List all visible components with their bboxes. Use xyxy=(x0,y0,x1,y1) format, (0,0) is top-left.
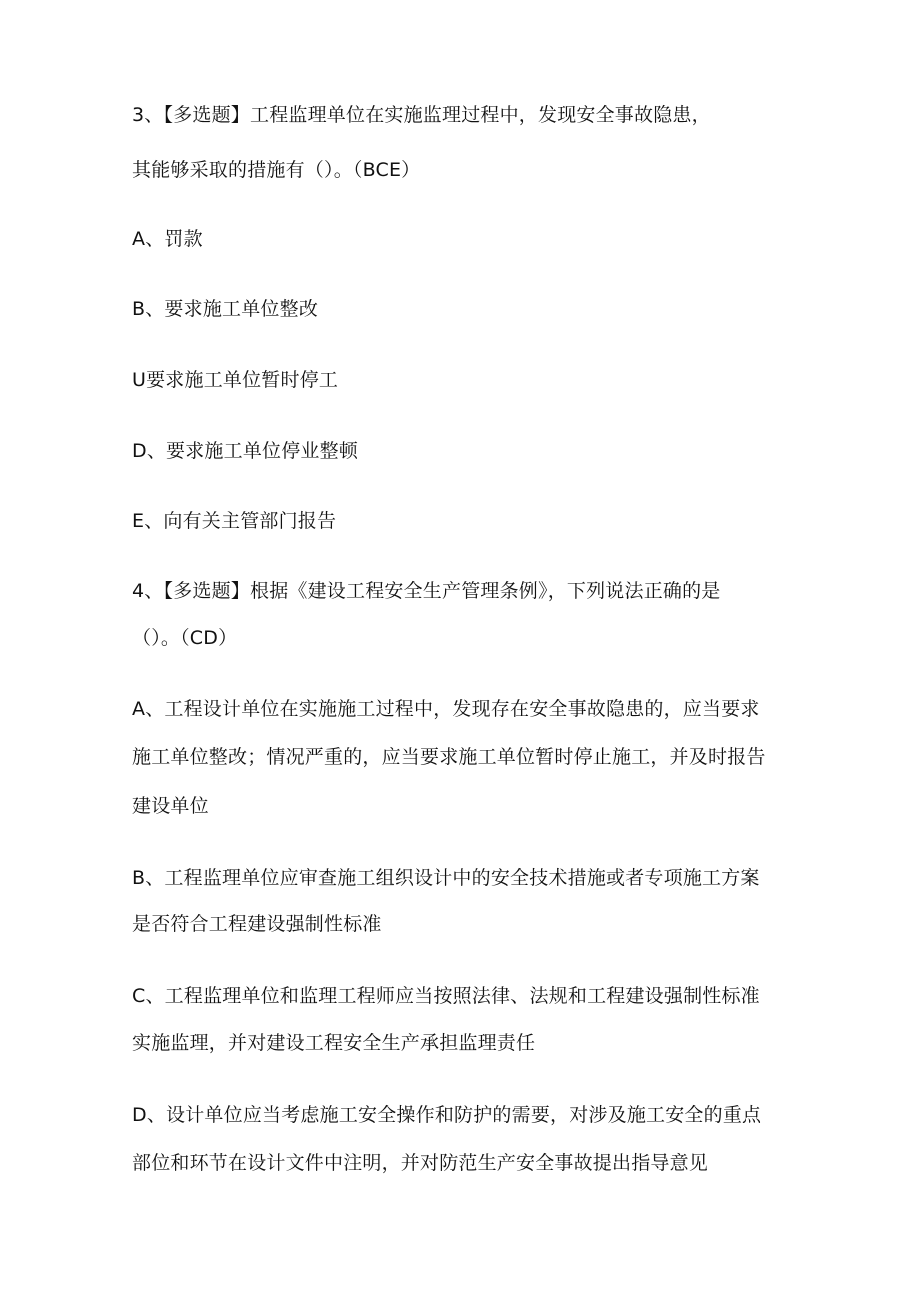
question-4-option-b-line-1: B、工程监理单位应审查施工组织设计中的安全技术措施或者专项施工方案 xyxy=(132,867,760,889)
question-4-option-a-line-1: A、工程设计单位在实施施工过程中，发现存在安全事故隐患的，应当要求 xyxy=(132,698,760,720)
question-3-option-c: U要求施工单位暂时停工 xyxy=(132,369,339,391)
question-4-option-b-line-2: 是否符合工程建设强制性标准 xyxy=(132,913,382,935)
question-3-option-a: A、罚款 xyxy=(132,228,203,250)
question-4-option-d-line-1: D、设计单位应当考虑施工安全操作和防护的需要，对涉及施工安全的重点 xyxy=(132,1104,762,1126)
question-4-option-c-line-2: 实施监理，并对建设工程安全生产承担监理责任 xyxy=(132,1032,536,1054)
question-4-stem-line-1: 4、【多选题】根据《建设工程安全生产管理条例》，下列说法正确的是 xyxy=(132,580,721,602)
question-3-stem-line-1: 3、【多选题】工程监理单位在实施监理过程中，发现安全事故隐患， xyxy=(132,104,711,126)
question-4-option-c-line-1: C、工程监理单位和监理工程师应当按照法律、法规和工程建设强制性标准 xyxy=(132,985,760,1007)
question-3-option-e: E、向有关主管部门报告 xyxy=(132,510,337,532)
question-4-option-a-line-2: 施工单位整改；情况严重的，应当要求施工单位暂时停止施工，并及时报告 xyxy=(132,746,766,768)
question-4-option-a-line-3: 建设单位 xyxy=(132,795,209,817)
question-3-option-d: D、要求施工单位停业整顿 xyxy=(132,440,359,462)
question-4-option-d-line-2: 部位和环节在设计文件中注明，并对防范生产安全事故提出指导意见 xyxy=(132,1152,709,1174)
question-3-option-b: B、要求施工单位整改 xyxy=(132,298,319,320)
question-3-stem-line-2: 其能够采取的措施有（）。（BCE） xyxy=(132,159,421,181)
question-4-stem-line-2: （）。（CD） xyxy=(132,627,238,649)
